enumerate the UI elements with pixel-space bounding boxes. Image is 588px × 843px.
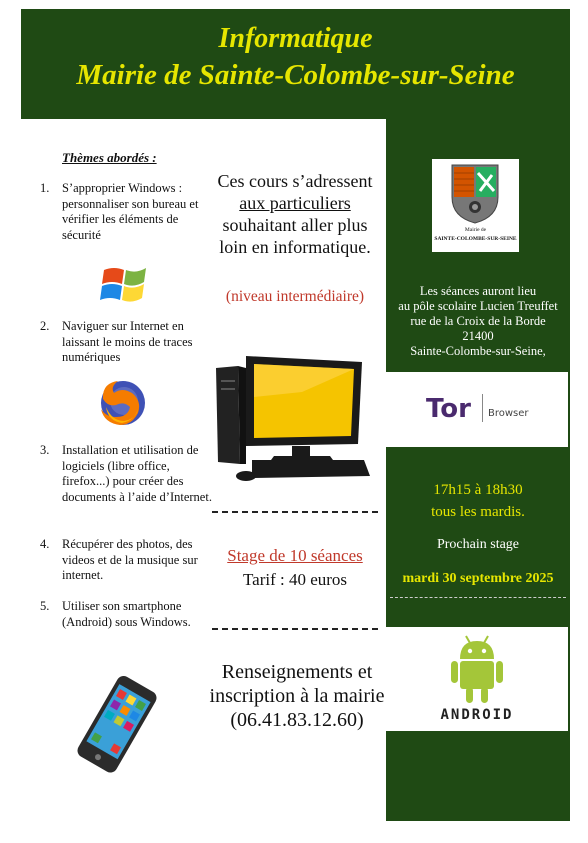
android-wordmark: ANDROID — [440, 707, 514, 723]
title-line-1: Informatique — [218, 23, 373, 54]
crest-caption-1: Mairie de — [464, 227, 487, 233]
theme-text: Naviguer sur Internet en laissant le moins de traces numériques — [62, 319, 193, 364]
divider — [390, 597, 566, 598]
theme-text: S’approprier Windows : personnaliser son bureau et vérifier les éléments de sécurité — [62, 181, 199, 242]
intro-line-3: souhaitant aller plus loin en informatique. — [219, 215, 371, 257]
tor-logo-icon — [426, 394, 471, 424]
title-banner — [21, 9, 570, 119]
android-robot-icon — [450, 633, 504, 705]
schedule-day: tous les mardis. — [431, 504, 525, 520]
info-text — [205, 660, 389, 732]
theme-num: 2. — [40, 319, 50, 333]
tarif-text: Tarif : 40 euros — [242, 570, 348, 589]
crest-caption-2: SAINTE-COLOMBE-SUR-SEINE — [434, 236, 517, 242]
title-line-2: Mairie de Sainte-Colombe-sur-Seine — [76, 59, 515, 91]
computer-icon — [212, 352, 372, 484]
schedule-text — [386, 479, 570, 523]
theme-num: 5. — [40, 599, 50, 613]
themes-title: Thèmes abordés : — [62, 150, 157, 165]
location-line-2: au pôle scolaire Lucien Treuffet — [398, 299, 558, 313]
info-label: Renseignements et inscription à la mairie — [209, 661, 385, 707]
tor-separator — [482, 394, 483, 422]
location-line-4: 21400 — [462, 329, 494, 343]
theme-text: Récupérer des photos, des videos et de la musique sur internet. — [62, 537, 198, 582]
divider — [212, 628, 378, 630]
next-stage-date: mardi 30 septembre 2025 — [402, 571, 554, 586]
intro-line-2: aux particuliers — [239, 193, 351, 213]
theme-text: Installation et utilisation de logiciels (libre office, firefox...) pour créer des documents à l’aide d’Internet. — [62, 443, 212, 504]
level-text: (niveau intermédiaire) — [225, 288, 365, 305]
windows-logo-icon — [98, 262, 154, 306]
firefox-logo-icon — [94, 377, 152, 429]
phone-number: (06.41.83.12.60) — [230, 709, 364, 731]
theme-num: 3. — [40, 443, 50, 457]
theme-text: Utiliser son smartphone (Android) sous Windows. — [62, 599, 191, 629]
intro-text — [205, 170, 385, 258]
tor-wordmark: Tor — [426, 394, 471, 424]
intro-line-1: Ces cours s’adressent — [217, 171, 373, 191]
location-line-1: Les séances auront lieu — [419, 284, 537, 298]
crest-icon — [450, 163, 500, 225]
divider — [212, 511, 378, 513]
location-text — [386, 284, 570, 359]
theme-num: 4. — [40, 537, 50, 551]
smartphone-icon — [66, 676, 166, 776]
theme-num: 1. — [40, 181, 50, 195]
location-line-3: rue de la Croix de la Borde — [410, 314, 546, 328]
tor-browser-label: Browser — [488, 408, 529, 419]
crest-box — [432, 159, 519, 252]
location-line-5: Sainte-Colombe-sur-Seine, — [410, 344, 546, 358]
tor-box — [386, 372, 568, 447]
schedule-time: 17h15 à 18h30 — [433, 482, 523, 498]
android-box — [386, 627, 568, 731]
stage-text: Stage de 10 séances — [227, 546, 363, 565]
next-stage-label: Prochain stage — [436, 537, 520, 552]
